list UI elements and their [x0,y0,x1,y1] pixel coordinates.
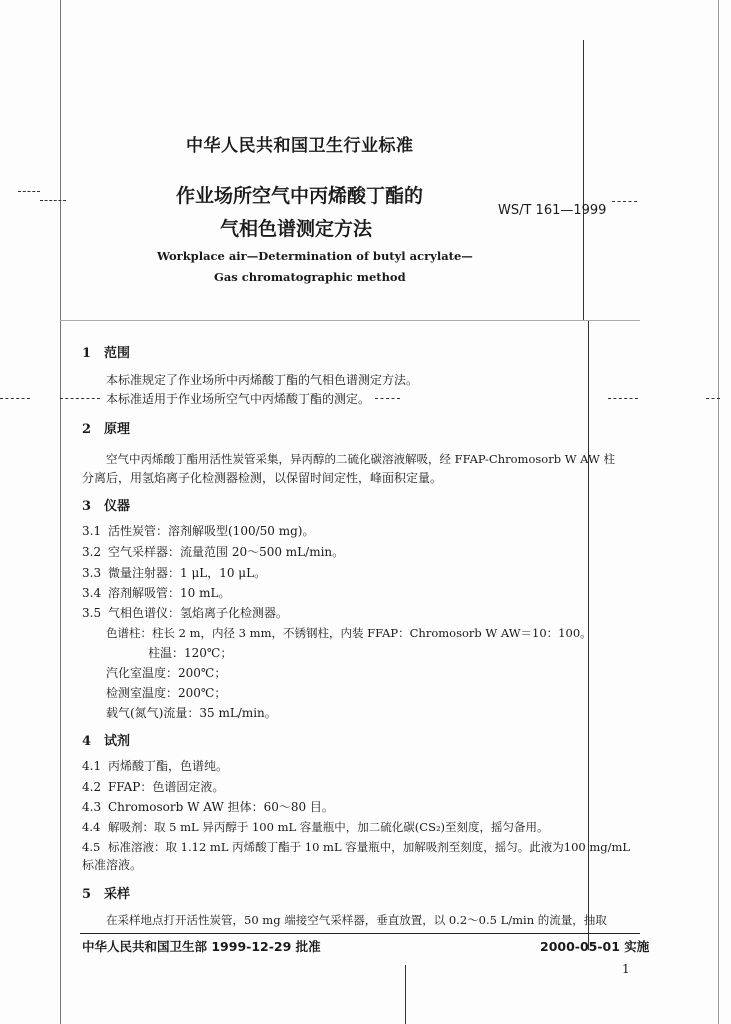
scan-line-far-right [718,0,719,1024]
item-text: FFAP：色谱固定液。 [108,780,225,794]
item-text: 微量注射器：1 μL，10 μL。 [108,566,267,580]
item-number: 3.5 [82,606,102,620]
scan-dash-4 [0,398,30,399]
section-1-para-1: 本标准规定了作业场所中丙烯酸丁酯的气相色谱测定方法。 [106,373,419,387]
page-number: 1 [622,962,630,976]
item-text: Chromosorb W AW 担体：60～80 目。 [108,800,334,814]
scan-border-left [60,0,61,1024]
scan-dash-8 [706,398,720,399]
item-number: 4.5 [82,840,101,854]
list-item [82,758,228,774]
list-item [82,605,288,621]
list-item [82,839,630,855]
section-4-heading: 4 试剂 [82,734,131,749]
scan-dash-1 [18,191,40,192]
section-1-para-2: 本标准适用于作业场所空气中丙烯酸丁酯的测定。 [106,392,371,406]
item-number: 3.3 [82,566,102,580]
item-text: 活性炭管：溶剂解吸型(100/50 mg)。 [108,524,315,538]
scan-dash-6 [375,398,400,399]
footer-rule [80,933,640,934]
item-4-5-continuation: 标准溶液。 [82,858,143,872]
scan-line-bottom [405,965,406,1024]
item-number: 4.3 [82,800,102,814]
item-number: 4.4 [82,820,101,834]
list-item [82,585,230,601]
section-1-heading: 1 范围 [82,346,131,361]
item-text: 丙烯酸丁酯，色谱纯。 [108,759,229,773]
section-2-para-line2: 分离后，用氢焰离子化检测器检测，以保留时间定性，峰面积定量。 [82,471,443,485]
scan-dash-3 [612,201,637,202]
standard-code: WS/T 161—1999 [498,203,607,218]
english-title-line1: Workplace air—Determination of butyl acrylate— [157,249,473,263]
scan-dash-2 [40,200,66,201]
scan-dash-7 [608,398,638,399]
item-number: 4.2 [82,780,102,794]
item-text: 空气采样器：流量范围 20～500 mL/min。 [108,545,345,559]
effective-date: 2000-05-01 实施 [540,939,650,954]
doc-title-line2: 气相色谱测定方法 [220,218,373,240]
item-text: 气相色谱仪：氢焰离子化检测器。 [108,606,289,620]
item-number: 3.1 [82,524,102,538]
approval-line: 中华人民共和国卫生部 1999-12-29 批准 [82,939,321,954]
section-3-heading: 3 仪器 [82,499,131,514]
list-item [82,544,344,560]
carrier-gas-flow: 载气(氮气)流量：35 mL/min。 [106,706,277,720]
item-number: 3.2 [82,545,102,559]
org-standard-title: 中华人民共和国卫生行业标准 [186,136,414,156]
list-item [82,819,549,835]
doc-title-line1: 作业场所空气中丙烯酸丁酯的 [176,185,424,207]
item-text: 标准溶液：取 1.12 mL 丙烯酸丁酯于 10 mL 容量瓶中，加解吸剂至刻度，摇匀。此液为100 mg/mL [108,840,631,854]
item-number: 3.4 [82,586,102,600]
list-item [82,565,266,581]
vaporizer-temp: 汽化室温度：200℃； [106,666,227,680]
section-5-heading: 5 采样 [82,887,131,902]
column-spec-line1: 色谱柱：柱长 2 m，内径 3 mm，不锈钢柱，内装 FFAP：Chromosorb W AW＝10：100。 [106,626,592,640]
item-number: 4.1 [82,759,102,773]
list-item [82,523,314,539]
item-text: 解吸剂：取 5 mL 异丙醇于 100 mL 容量瓶中，加二硫化碳(CS₂)至刻度，摇匀备用。 [108,820,549,834]
list-item [82,779,224,795]
scan-dash-5 [60,398,100,399]
section-5-para-1: 在采样地点打开活性炭管，50 mg 端接空气采样器，垂直放置，以 0.2～0.5 L/min 的流量，抽取 [106,913,607,927]
section-2-heading: 2 原理 [82,422,131,437]
column-spec-line2: 柱温：120℃； [148,646,233,660]
scan-line-right-top [583,40,584,320]
detector-temp: 检测室温度：200℃； [106,686,227,700]
list-item [82,799,334,815]
header-separator [60,320,640,321]
item-text: 溶剂解吸管：10 mL。 [108,586,231,600]
section-2-para-line1: 空气中丙烯酸丁酯用活性炭管采集，异丙醇的二硫化碳溶液解吸，经 FFAP-Chromosorb W AW 柱 [106,452,615,466]
english-title-line2: Gas chromatographic method [214,270,406,284]
